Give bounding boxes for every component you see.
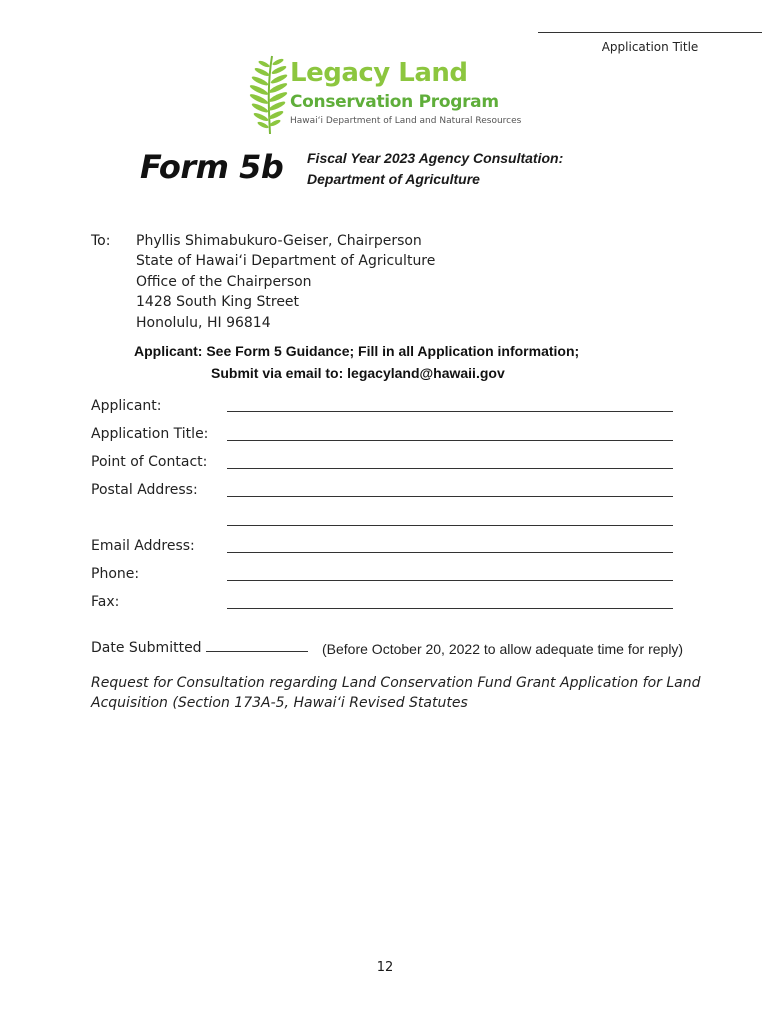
field-line-phone[interactable] <box>227 580 673 581</box>
recipient-line: State of Hawai‘i Department of Agriculture <box>136 253 436 269</box>
recipient-line: Honolulu, HI 96814 <box>136 315 271 331</box>
page-number: 12 <box>376 960 394 975</box>
fern-logo-icon <box>248 52 288 136</box>
logo-program: Conservation Program <box>290 92 499 112</box>
logo-department: Hawai‘i Department of Land and Natural Resources <box>290 116 522 126</box>
to-label: To: <box>91 233 111 249</box>
field-line-postal-address-2[interactable] <box>227 525 673 526</box>
form-subtitle-line2: Department of Agriculture <box>307 171 480 187</box>
field-line-email-address[interactable] <box>227 552 673 553</box>
form-subtitle-line1: Fiscal Year 2023 Agency Consultation: <box>307 150 564 166</box>
form-label: Form 5b <box>140 148 284 186</box>
application-title-label: Application Title <box>601 40 699 54</box>
field-label-point-of-contact: Point of Contact: <box>91 454 208 470</box>
field-label-application-title: Application Title: <box>91 426 209 442</box>
field-label-fax: Fax: <box>91 594 120 610</box>
field-line-point-of-contact[interactable] <box>227 468 673 469</box>
field-label-phone: Phone: <box>91 566 140 582</box>
date-submitted-line[interactable] <box>206 651 308 652</box>
instructions-line2: Submit via email to: legacyland@hawaii.gov <box>211 365 505 381</box>
field-line-fax[interactable] <box>227 608 673 609</box>
field-line-application-title[interactable] <box>227 440 673 441</box>
request-text: Request for Consultation regarding Land Conservation Fund Grant Application for Land Acquisition (Section 173A-5, Hawai‘i Revised Statutes <box>91 675 701 711</box>
recipient-line: Phyllis Shimabukuro-Geiser, Chairperson <box>136 233 422 249</box>
field-label-postal-address: Postal Address: <box>91 482 198 498</box>
date-note: (Before October 20, 2022 to allow adequate time for reply) <box>322 641 684 657</box>
instructions-line1: Applicant: See Form 5 Guidance; Fill in all Application information; <box>134 343 580 359</box>
field-line-applicant[interactable] <box>227 411 673 412</box>
logo-name: Legacy Land <box>290 58 468 88</box>
recipient-line: 1428 South King Street <box>136 294 300 310</box>
field-line-postal-address[interactable] <box>227 496 673 497</box>
application-title-line <box>538 32 762 33</box>
field-label-applicant: Applicant: <box>91 398 162 414</box>
field-label-email-address: Email Address: <box>91 538 195 554</box>
recipient-line: Office of the Chairperson <box>136 274 312 290</box>
date-submitted-label: Date Submitted <box>91 640 202 656</box>
date-submitted-row <box>91 640 308 656</box>
